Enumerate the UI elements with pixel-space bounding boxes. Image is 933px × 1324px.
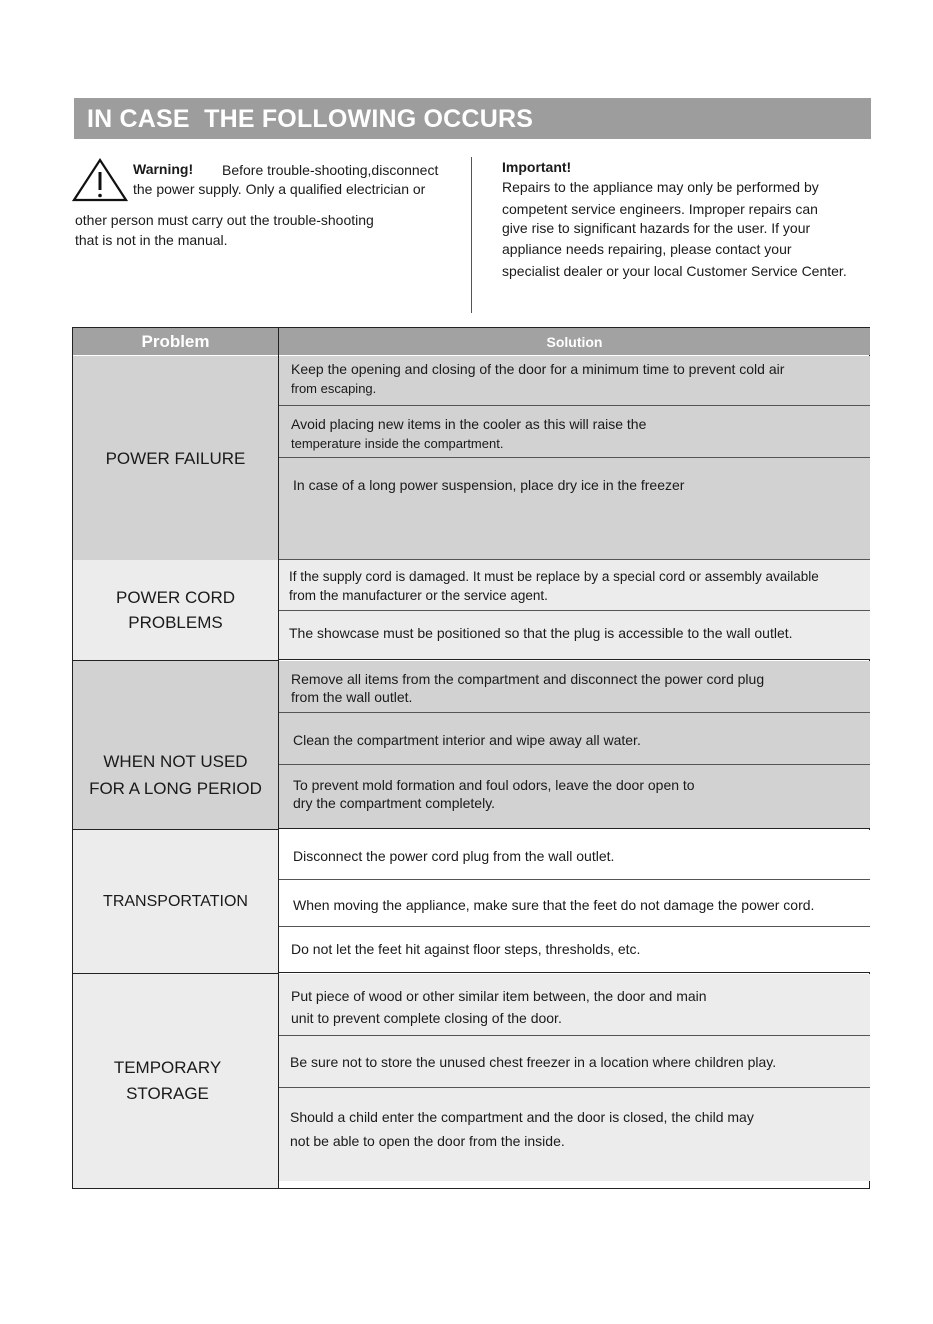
problem-label: PROBLEMS: [128, 613, 223, 632]
solution-line: To prevent mold formation and foul odors, leave the door open to: [293, 777, 695, 793]
solution-row: [279, 830, 870, 880]
solution-line: Disconnect the power cord plug from the wall outlet.: [293, 848, 615, 864]
column-divider: [471, 157, 472, 313]
solution-row: [279, 880, 870, 927]
solution-line: dry the compartment completely.: [293, 795, 496, 811]
warning-triangle-icon: [72, 157, 128, 203]
problem-label: POWER CORD: [116, 588, 235, 607]
important-line-5: specialist dealer or your local Customer Service Center.: [502, 263, 847, 279]
section-header: [74, 98, 871, 139]
important-line-3: give rise to significant hazards for the user. If your: [502, 220, 811, 236]
problem-temporary-storage: [73, 974, 278, 1188]
problem-long-period: [73, 661, 278, 830]
solution-row: [279, 1088, 870, 1181]
warning-line-1: Before trouble-shooting,disconnect: [222, 162, 439, 178]
warning-line-3: other person must carry out the trouble-shooting: [75, 212, 374, 228]
solution-line: In case of a long power suspension, place dry ice in the freezer: [293, 477, 685, 493]
solution-line: from the manufacturer or the service agent.: [289, 588, 548, 603]
solution-line: Put piece of wood or other similar item between, the door and main: [291, 988, 707, 1004]
important-line-2: competent service engineers. Improper repairs can: [502, 201, 818, 217]
solution-row: [279, 560, 870, 611]
solution-line: Should a child enter the compartment and the door is closed, the child may: [290, 1109, 754, 1125]
problem-label: TEMPORARY: [113, 1058, 222, 1077]
problem-power-failure: [73, 356, 278, 560]
important-line-1: Repairs to the appliance may only be performed by: [502, 179, 819, 195]
problem-power-cord: [73, 560, 278, 661]
solution-row: [279, 974, 870, 1036]
solution-row: [279, 458, 870, 560]
solution-row: [279, 611, 870, 660]
problem-label: WHEN NOT USED: [103, 752, 248, 771]
problem-label: TRANSPORTATION: [103, 893, 248, 910]
problem-header: Problem: [73, 328, 278, 355]
warning-line-4: that is not in the manual.: [75, 232, 228, 248]
solution-line: Clean the compartment interior and wipe away all water.: [293, 732, 641, 748]
solution-line: Avoid placing new items in the cooler as this will raise the: [291, 416, 647, 432]
solution-row: [279, 927, 870, 973]
section-title: IN CASE THE FOLLOWING OCCURS: [87, 105, 534, 133]
solution-line: If the supply cord is damaged. It must be replace by a special cord or assembly available: [289, 569, 819, 584]
solution-line: unit to prevent complete closing of the door.: [291, 1010, 562, 1026]
solution-row: [279, 765, 870, 829]
problem-label: STORAGE: [126, 1084, 209, 1103]
solution-line: temperature inside the compartment.: [291, 436, 504, 451]
problem-label: FOR A LONG PERIOD: [89, 779, 262, 798]
solution-row: [279, 713, 870, 765]
solution-row: [279, 356, 870, 406]
solution-line: When moving the appliance, make sure that the feet do not damage the power cord.: [293, 897, 815, 913]
solution-line: Be sure not to store the unused chest freezer in a location where children play.: [290, 1054, 777, 1070]
problem-label: POWER FAILURE: [105, 448, 246, 468]
solution-line: not be able to open the door from the inside.: [290, 1133, 565, 1149]
problem-transportation: [73, 830, 278, 974]
solution-row: [279, 661, 870, 713]
solution-line: The showcase must be positioned so that the plug is accessible to the wall outlet.: [289, 625, 793, 641]
solution-header: Solution: [279, 328, 870, 355]
important-line-4: appliance needs repairing, please contact your: [502, 241, 792, 257]
warning-line-2: the power supply. Only a qualified electrician or: [133, 181, 426, 197]
important-label: Important!: [502, 159, 572, 175]
solution-line: Remove all items from the compartment and disconnect the power cord plug: [291, 671, 765, 687]
solution-line: from escaping.: [291, 381, 377, 396]
solution-row: [279, 406, 870, 458]
warning-label: Warning!: [133, 161, 194, 177]
solution-line: Keep the opening and closing of the door for a minimum time to prevent cold air: [291, 361, 785, 377]
solution-line: from the wall outlet.: [291, 689, 413, 705]
column-separator: [278, 328, 279, 1188]
solution-row: [279, 1036, 870, 1088]
solution-line: Do not let the feet hit against floor steps, thresholds, etc.: [291, 941, 641, 957]
troubleshooting-table: [72, 327, 870, 1189]
